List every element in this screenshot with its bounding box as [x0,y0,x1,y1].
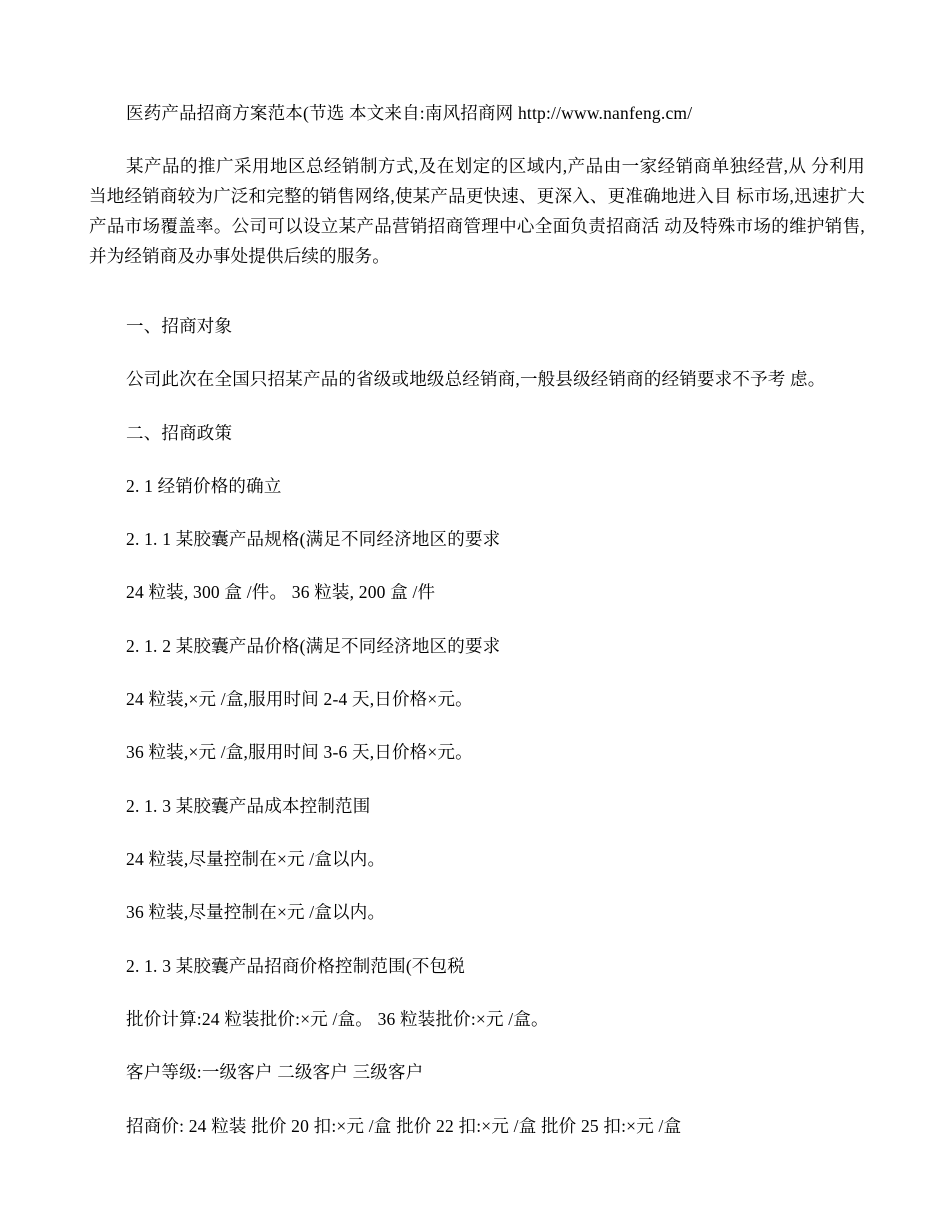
subsection-heading-product-price: 2. 1. 2 某胶囊产品价格(满足不同经济地区的要求 [126,636,501,656]
spec-text: 24 粒装, 300 盒 /件。 36 粒装, 200 盒 /件 [126,582,436,602]
subsection-heading-investment-price: 2. 1. 3 某胶囊产品招商价格控制范围(不包税 [126,956,465,976]
price-line-36: 36 粒装,×元 /盒,服用时间 3-6 天,日价格×元。 [126,742,473,762]
section-heading-policy: 二、招商政策 [126,423,233,443]
document-title-line: 医药产品招商方案范本(节选 本文来自:南风招商网 http://www.nanfeng.cm/ [126,103,693,123]
section-text-targets: 公司此次在全国只招某产品的省级或地级总经销商,一般县级经销商的经销要求不予考 虑。 [126,369,826,389]
cost-line-24: 24 粒装,尽量控制在×元 /盒以内。 [126,849,386,869]
subsection-heading-cost: 2. 1. 3 某胶囊产品成本控制范围 [126,796,371,816]
cost-line-36: 36 粒装,尽量控制在×元 /盒以内。 [126,902,386,922]
wholesale-calc-line: 批价计算:24 粒装批价:×元 /盒。 36 粒装批价:×元 /盒。 [126,1009,549,1029]
intro-paragraph: 某产品的推广采用地区总经销制方式,及在划定的区域内,产品由一家经销商单独经营,从 分利用当地经销商较为广泛和完整的销售网络,使某产品更快速、更深入、更准确地进入目 标市场,迅速扩大产品市场覆盖率。公司可以设立某产品营销招商管理中心全面负责招商活 动及特殊市场的维护销售,并为经销商及办事处提供后续的服务。 [89,156,865,266]
subsection-heading-price: 2. 1 经销价格的确立 [126,476,282,496]
subsection-heading-spec: 2. 1. 1 某胶囊产品规格(满足不同经济地区的要求 [126,529,501,549]
section-heading-targets: 一、招商对象 [126,316,233,336]
investment-price-line: 招商价: 24 粒装 批价 20 扣:×元 /盒 批价 22 扣:×元 /盒 批价 25 扣:×元 /盒 [126,1116,682,1136]
customer-levels-line: 客户等级:一级客户 二级客户 三级客户 [126,1062,424,1082]
price-line-24: 24 粒装,×元 /盒,服用时间 2-4 天,日价格×元。 [126,689,473,709]
